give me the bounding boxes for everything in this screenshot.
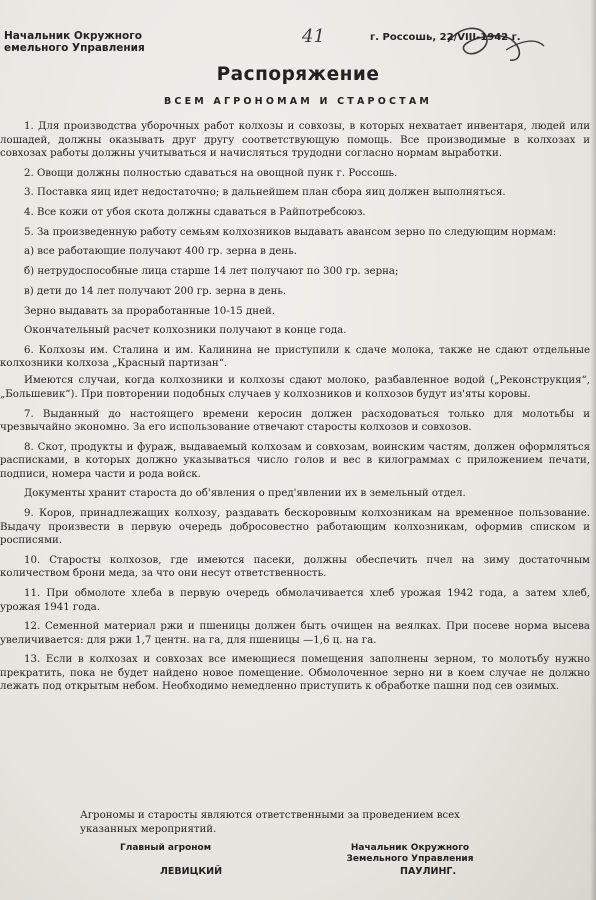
- issuer-header: [4, 30, 145, 54]
- head-title: [330, 843, 490, 865]
- head-name: ПАУЛИНГ.: [400, 866, 457, 877]
- closing-line-1: Агрономы и старосты являются ответственными за проведением всех: [80, 810, 460, 821]
- paragraph-7: 7. Выданный до настоящего времени керосин должен расходоваться только для молотьбы и чрезвычайно экономно. За его использование отвечают старосты колхозов и совхозов.: [0, 408, 590, 434]
- issuer-line-2: емельного Управления: [4, 42, 145, 54]
- paragraph-10: 10. Старосты колхозов, где имеются пасеки, должны обеспечить пчел на зиму достаточным количеством брони меда, за что они несут ответственность.: [0, 554, 590, 580]
- paragraph-12: 12. Семенной материал ржи и пшеницы должен быть очищен на веялках. При посевe норма высева увеличивается: для ржи 1,7 центн. на га, для пшеницы —1,6 ц. на га.: [0, 621, 590, 646]
- head-title-line-1: Начальник Окружного: [350, 843, 470, 853]
- paragraph-9: 9. Коров, принадлежащих колхозу, раздавать бескоровным колхозникам на временное пользование. Выдачу произвести в первую очередь добросовестно работающим колхозникам, оформив списком и росписями.: [0, 508, 590, 547]
- paragraph-6: 6. Колхозы им. Сталина и им. Калинина не приступили к сдаче молока, также не сдают отдельные колхозники колхоза „Красный партизан“.: [0, 344, 590, 370]
- chief-agronomist-title: Главный агроном: [120, 843, 212, 853]
- norm-b: б) нетрудоспособные лица старше 14 лет получают по 300 гр. зерна;: [24, 266, 399, 278]
- closing-line-2: указанных мероприятий.: [80, 823, 217, 835]
- paragraph-2: 2. Овощи должны полностью сдаваться на овощной пунк г. Россошь.: [24, 167, 398, 179]
- paragraph-6-cont: Имеются случаи, когда колхозники и колхозы сдают молоко, разбавленное водой („Реконструкция“, „Большевик“). При повторении подобных случаев у колхозников и колхозов будут из'яты коровы.: [0, 375, 590, 400]
- page-edge-shadow: [590, 0, 596, 900]
- document-subtitle: ВСЕМ АГРОНОМАМ И СТАРОСТАМ: [163, 96, 433, 107]
- paragraph-8-cont: Документы хранит староста до об'явления о пред'явлении их в земельный отдел.: [24, 488, 466, 500]
- document-body: [0, 120, 590, 700]
- paragraph-4: 4. Все кожи от убоя скота должны сдаваться в Райпотребсоюз.: [24, 207, 366, 219]
- norm-c: в) дети до 14 лет получают 200 гр. зерна в день.: [24, 285, 287, 297]
- paragraph-3: 3. Поставка яиц идет недостаточно; в дальнейшем план сбора яиц должен выполняться.: [24, 187, 506, 199]
- place-and-date: г. Россошь, 22/VIII-1942 г.: [370, 32, 521, 43]
- paragraph-8: 8. Скот, продукты и фураж, выдаваемый колхозам и совхозам, воинским частям, должен оформляться расписками, в которых должно указываться число голов и вес в килограммах с приложением печати, подписи, номера части и рода войск.: [0, 441, 590, 480]
- issuer-line-1: Начальник Окружного: [4, 30, 142, 42]
- closing-statement: [80, 809, 556, 836]
- paragraph-5: 5. За произведенную работу семьям колхозников выдавать авансом зерно по следующим нормам:: [24, 226, 557, 238]
- paragraph-13: 13. Если в колхозах и совхозах все имеющиеся помещения заполнены зерном, то молотьбу нужно прекратить, пока не будет найдено новое помещение. Обмолоченное зерно ни в коем случае не должно лежать под открытым небом. Необходимо немедленно приступить к обработке пашни под сев озимых.: [0, 654, 590, 693]
- handwritten-page-number: 41: [302, 26, 325, 47]
- grain-period: Зерно выдавать за проработанные 10-15 дней.: [24, 305, 276, 317]
- final-settlement: Окончательный расчет колхозники получают в конце года.: [24, 325, 347, 337]
- chief-agronomist-name: ЛЕВИЦКИЙ: [160, 866, 223, 877]
- document-title: Распоряжение: [216, 64, 380, 85]
- norm-a: а) все работающие получают 400 гр. зерна в день.: [24, 246, 297, 258]
- paragraph-11: 11. При обмолоте хлеба в первую очередь обмолачивается хлеб урожая 1942 года, а затем хлеб, урожая 1941 года.: [0, 588, 590, 613]
- handwritten-scrawl-icon: [440, 20, 550, 70]
- head-title-line-2: Земельного Управления: [346, 854, 474, 864]
- paragraph-1: 1. Для производства уборочных работ колхозы и совхозы, в которых нехватает инвентаря, людей или лошадей, должны оказывать друг другу соответствующую помощь. Все производимые в колхозах и совхозах работы должны учитываться и начисляться трудодни согласно нормам выработки.: [0, 121, 590, 159]
